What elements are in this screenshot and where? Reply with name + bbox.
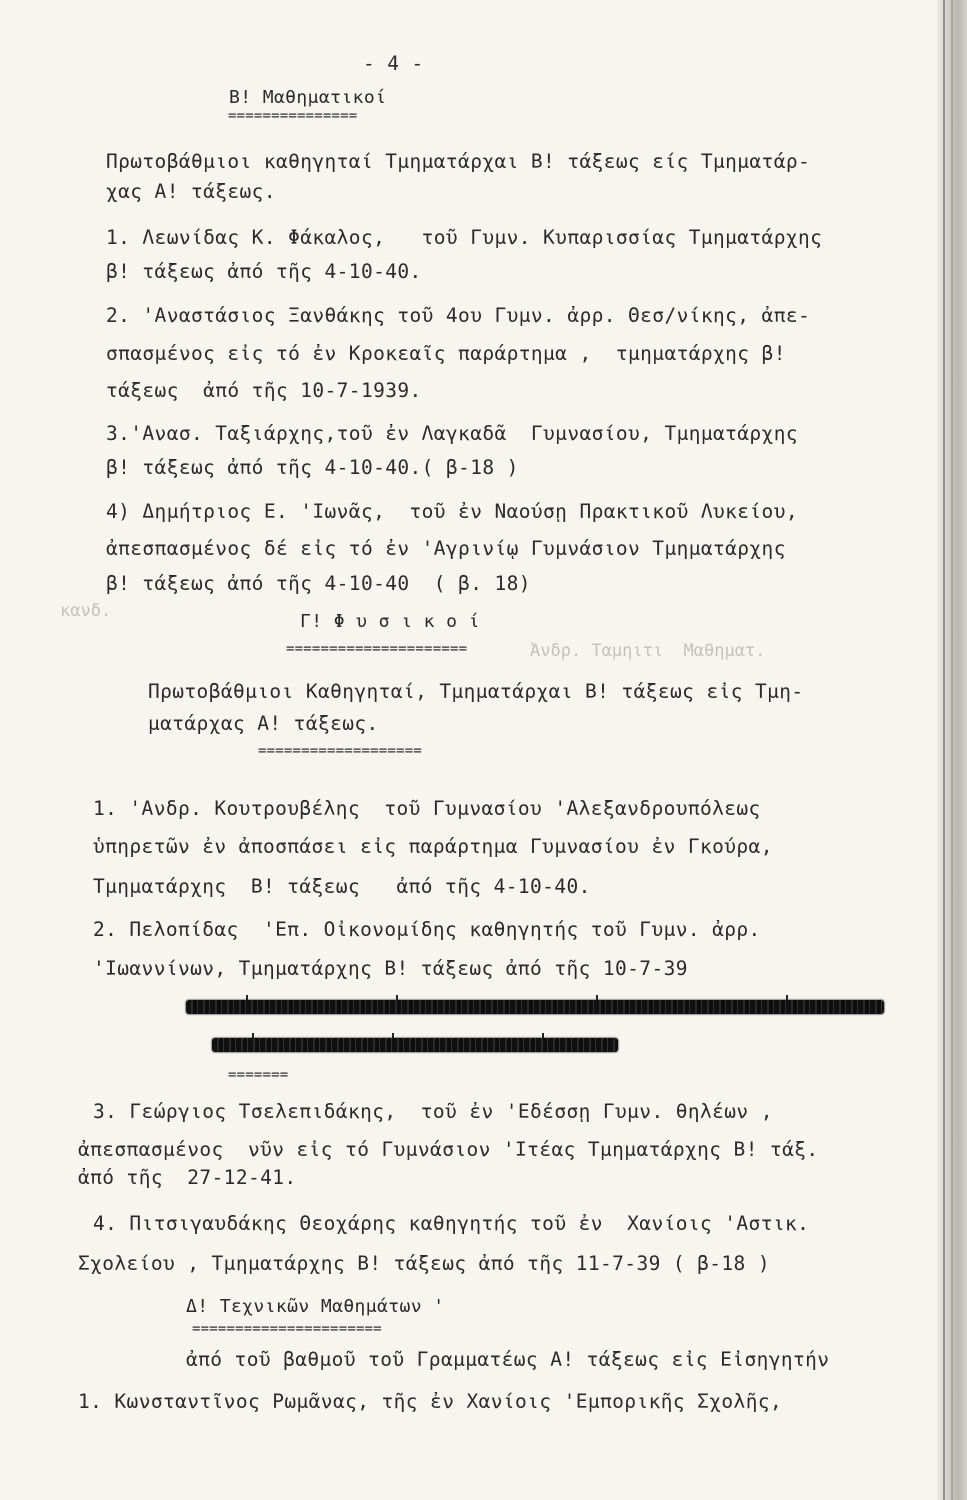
- intro-line: Πρωτοβάθμιοι καθηγηταί Τμηματάρχαι Β! τάξεως είς Τμηματάρ-: [106, 150, 811, 173]
- section-heading-mathematics: Β! Μαθηματικοί: [229, 87, 387, 108]
- intro-line: χας Α! τάξεως.: [106, 180, 276, 203]
- list-item-line: 1. Λεωνίδας Κ. Φάκαλος, τοῦ Γυμν. Κυπαρισσίας Τμηματάρχης: [106, 226, 823, 249]
- struck-out-text: [186, 1000, 884, 1014]
- struck-out-text: [212, 1038, 618, 1052]
- list-item-line: β! τάξεως ἀπό τῆς 4-10-40.: [106, 260, 422, 283]
- intro-line: Πρωτοβάθμιοι Καθηγηταί, Τμηματάρχαι Β! τάξεως εἰς Τμη-: [148, 680, 804, 703]
- section-heading-physics: Γ! Φ υ σ ι κ ο ί: [300, 611, 480, 632]
- heading-underline: ======================: [192, 1322, 382, 1336]
- list-item-line: 4) Δημήτριος Ε. 'Ιωνᾶς, τοῦ ἐν Ναούσῃ Πρακτικοῦ Λυκείου,: [106, 500, 798, 523]
- list-item-line: 4. Πιτσιγαυδάκης Θεοχάρης καθηγητής τοῦ ἐν Χανίοις 'Αστικ.: [93, 1212, 810, 1235]
- intro-line: ἀπό τοῦ βαθμοῦ τοῦ Γραμματέως Α! τάξεως εἰς Εἰσηγητήν: [186, 1348, 830, 1371]
- list-item-line: Τμηματάρχης Β! τάξεως ἀπό τῆς 4-10-40.: [93, 875, 591, 898]
- list-item-line: σπασμένος εἰς τό ἐν Κροκεαῖς παράρτημα , τμηματάρχης β!: [106, 342, 786, 365]
- list-item-line: 1. Κωνσταντῖνος Ρωμᾶνας, τῆς ἐν Χανίοις 'Εμπορικῆς Σχολῆς,: [78, 1390, 783, 1413]
- list-item-line: Σχολείου , Τμηματάρχης Β! τάξεως ἀπό τῆς 11-7-39 ( β-18 ): [78, 1252, 770, 1275]
- list-item-line: β! τάξεως ἀπό τῆς 4-10-40.( β-18 ): [106, 456, 519, 479]
- strike-underline: =======: [228, 1068, 289, 1082]
- list-item-line: 3.'Ανασ. Ταξιάρχης,τοῦ ἐν Λαγκαδᾶ Γυμνασίου, Τμηματάρχης: [106, 422, 798, 445]
- heading-underline: =====================: [286, 642, 468, 656]
- list-item-line: 'Ιωαννίνων, Τμηματάρχης Β! τάξεως ἀπό τῆς 10-7-39: [93, 957, 688, 980]
- list-item-line: 2. Πελοπίδας 'Επ. Οἰκονομίδης καθηγητής τοῦ Γυμν. ἀρρ.: [93, 918, 761, 941]
- list-item-line: ἀπό τῆς 27-12-41.: [78, 1166, 297, 1189]
- intro-underline: ===================: [258, 744, 422, 758]
- intro-line: ματάρχας Α! τάξεως.: [148, 712, 379, 735]
- list-item-line: β! τάξεως ἀπό τῆς 4-10-40 ( β. 18): [106, 572, 531, 595]
- list-item-line: ἀπεσπασμένος νῦν εἰς τό Γυμνάσιον 'Ιτέας Τμηματάρχης Β! τάξ.: [78, 1138, 819, 1161]
- list-item-line: τάξεως ἀπό τῆς 10-7-1939.: [106, 379, 422, 402]
- list-item-line: 1. 'Ανδρ. Κουτρουβέλης τοῦ Γυμνασίου 'Αλεξανδρουπόλεως: [93, 797, 761, 820]
- list-item-line: ἀπεσπασμένος δέ εἰς τό ἐν 'Αγρινίῳ Γυμνάσιον Τμηματάρχης: [106, 537, 786, 560]
- list-item-line: 2. 'Αναστάσιος Ξανθάκης τοῦ 4ου Γυμν. ἀρρ. Θεσ/νίκης, ἀπε-: [106, 304, 811, 327]
- section-heading-technical: Δ! Τεχνικῶν Μαθημάτων ': [186, 1296, 445, 1317]
- list-item-line: ὑπηρετῶν ἐν ἀποσπάσει εἰς παράρτημα Γυμνασίου ἐν Γκούρα,: [93, 835, 773, 858]
- bleed-through-text: κανδ.: [60, 601, 112, 621]
- page-number: - 4 -: [363, 52, 424, 75]
- page-edge: [937, 0, 967, 1500]
- list-item-line: 3. Γεώργιος Τσελεπιδάκης, τοῦ ἐν 'Εδέσσῃ Γυμν. θηλέων ,: [93, 1100, 773, 1123]
- bleed-through-text: Ἀνδρ. Ταμηιτι Μαθηματ.: [530, 641, 766, 661]
- heading-underline: ===============: [228, 109, 358, 123]
